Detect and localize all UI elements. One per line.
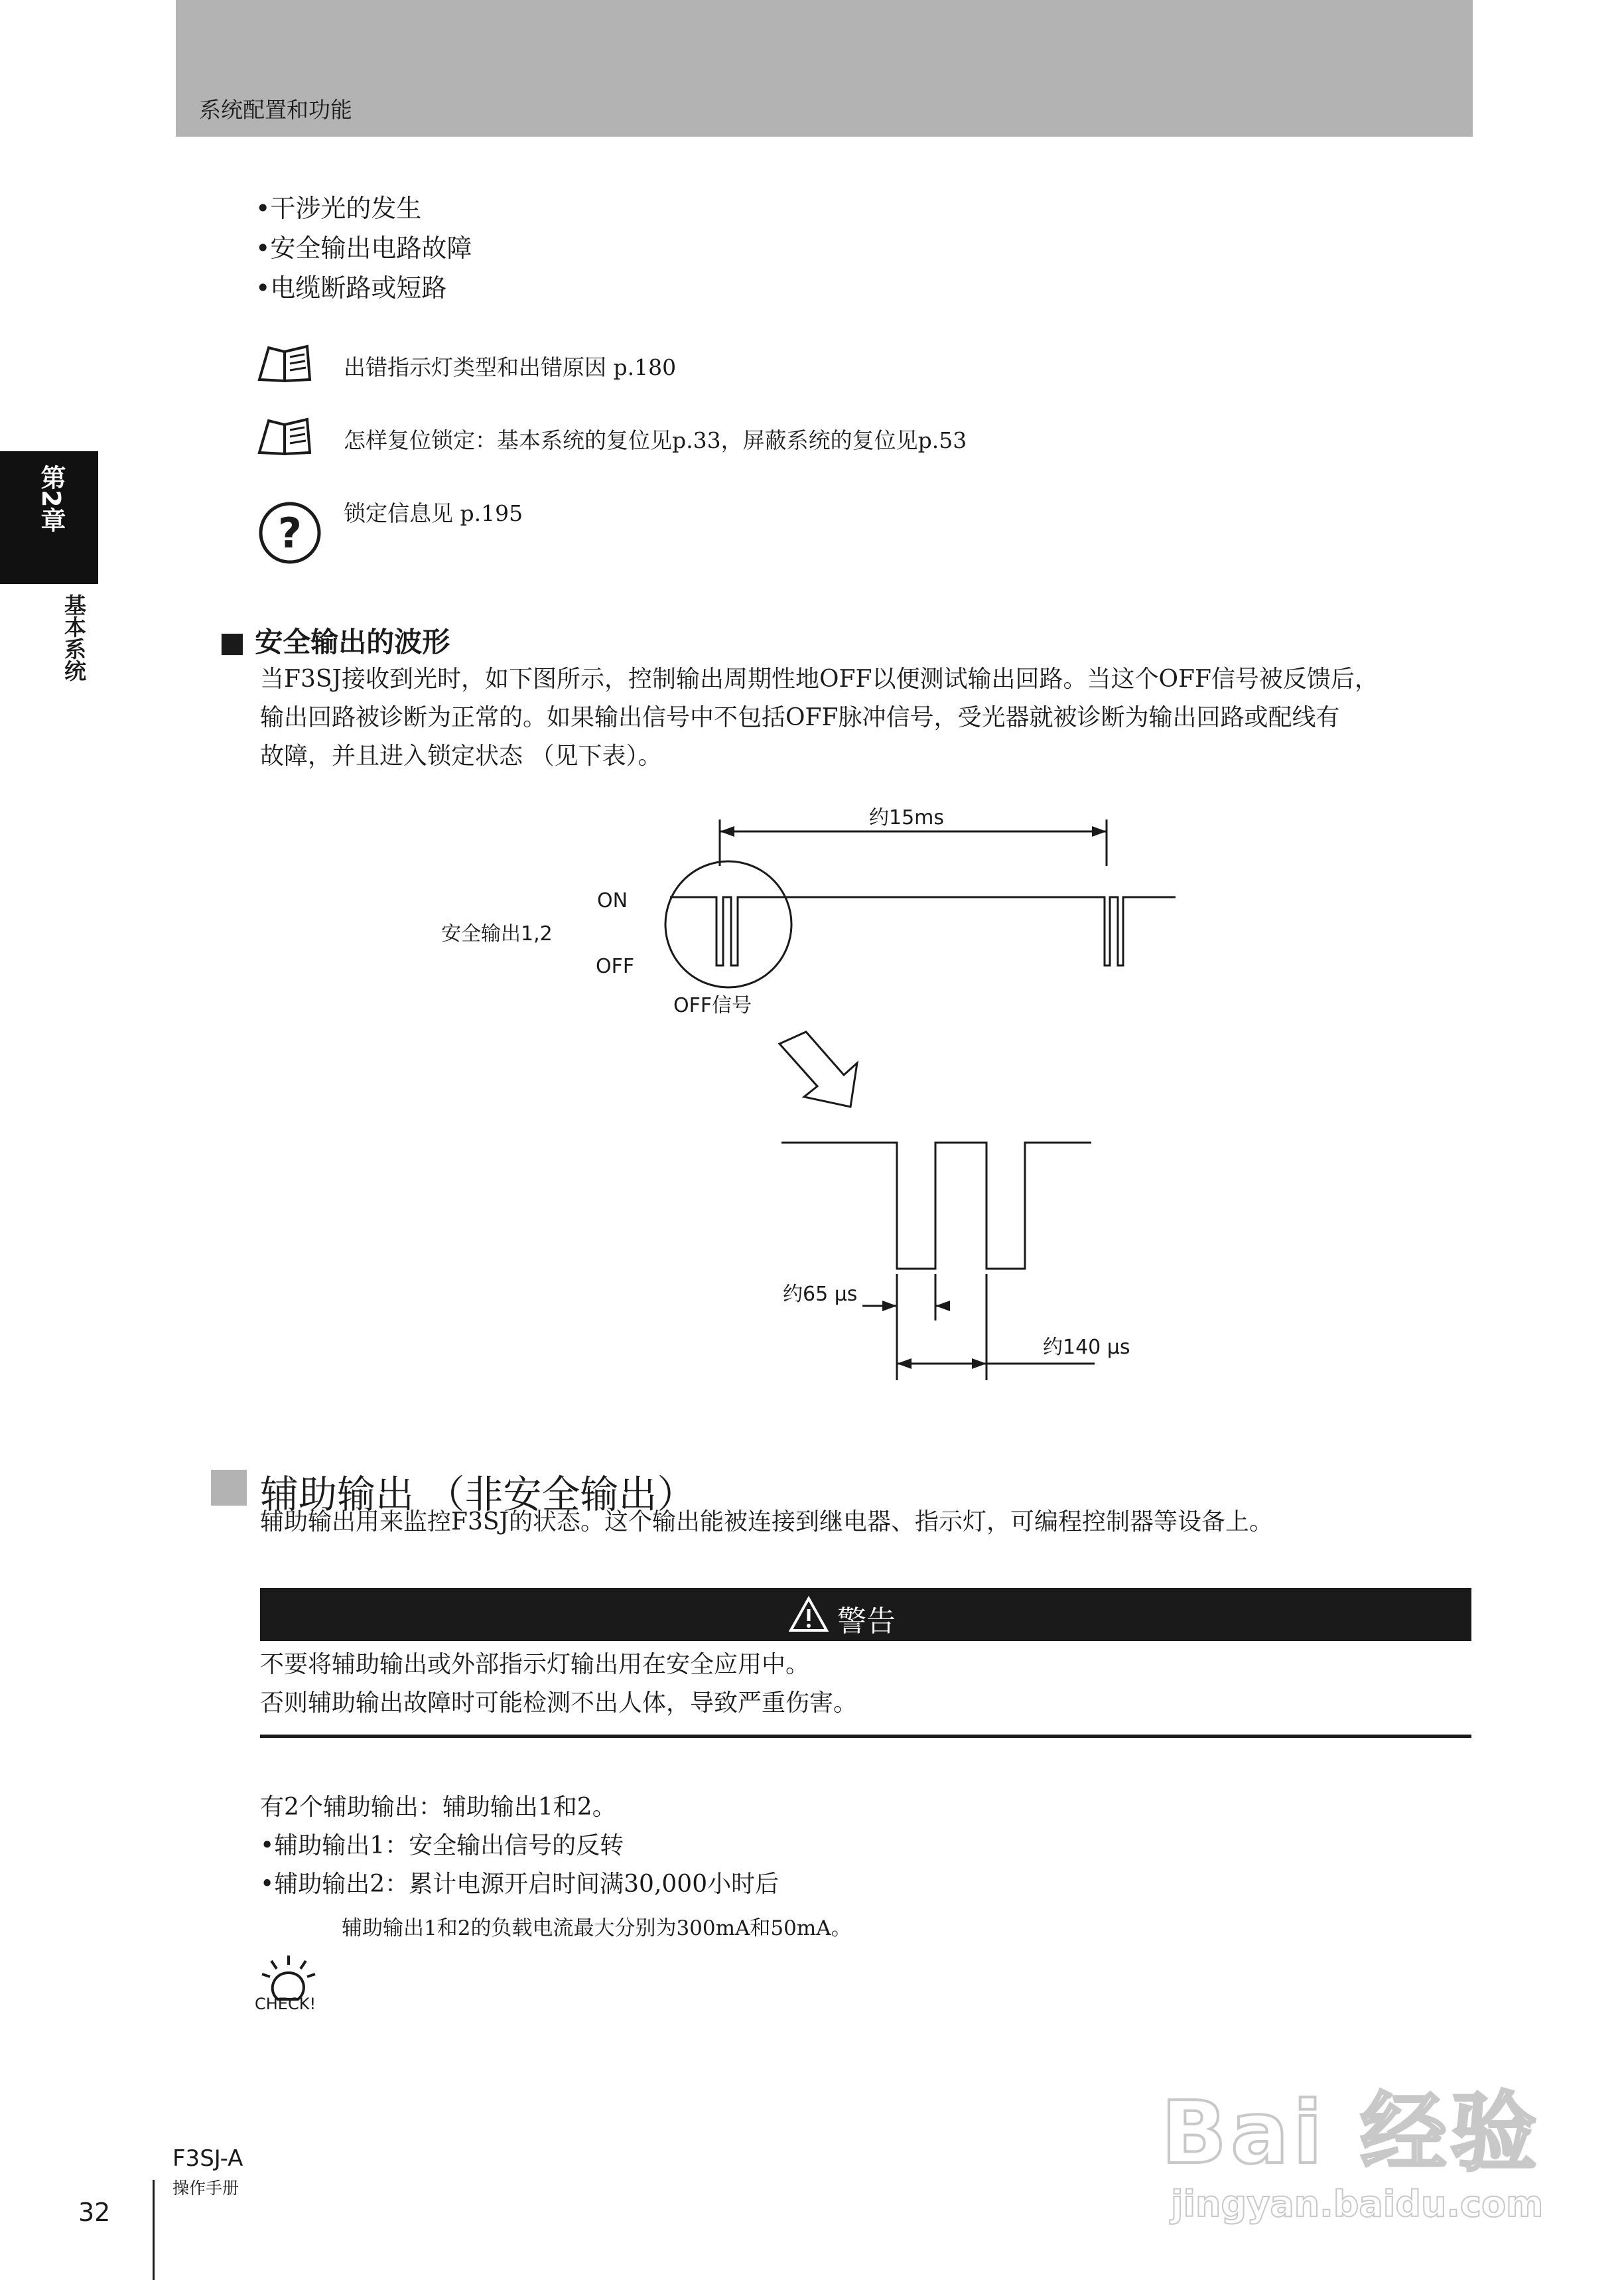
bullet-item: •安全输出电路故障 xyxy=(255,234,472,263)
page-number: 32 xyxy=(78,2198,111,2227)
reference-link[interactable]: 出错指示灯类型和出错原因 p.180 xyxy=(344,354,677,380)
paragraph-line: 当F3SJ接收到光时，如下图所示，控制输出周期性地OFF以便测试输出回路。当这个OFF信号被反馈后， xyxy=(260,666,1379,693)
warning-label: 警告 xyxy=(837,1604,896,1638)
check-note: 辅助输出1和2的负载电流最大分别为300mA和50mA。 xyxy=(342,1916,852,1940)
footer-divider xyxy=(153,2180,155,2280)
period-label: 约15ms xyxy=(869,806,945,829)
aux-list-item: •辅助输出2：累计电源开启时间满30,000小时后 xyxy=(260,1871,779,1898)
warning-divider xyxy=(260,1735,1471,1738)
warning-line: 不要将辅助输出或外部指示灯输出用在安全应用中。 xyxy=(260,1651,810,1678)
signal-label: 安全输出1,2 xyxy=(441,922,553,946)
warning-banner xyxy=(260,1588,1471,1641)
chapter-subtitle: 基本系统 xyxy=(61,594,87,681)
bullet-item: •电缆断路或短路 xyxy=(255,273,447,303)
paragraph-line: 故障，并且进入锁定状态 （见下表）。 xyxy=(260,743,662,770)
svg-text:?: ? xyxy=(278,509,302,557)
section-heading: ■ 安全输出的波形 xyxy=(219,626,450,658)
bullet-item: •干涉光的发生 xyxy=(255,194,422,223)
manual-label: 操作手册 xyxy=(172,2178,239,2198)
reference-link[interactable]: 怎样复位锁定：基本系统的复位见p.33，屏蔽系统的复位见p.53 xyxy=(344,427,967,453)
product-name: F3SJ-A xyxy=(172,2145,243,2172)
section-title-aux: 辅助输出 （非安全输出） xyxy=(260,1472,696,1517)
aux-intro: 辅助输出用来监控F3SJ的状态。这个输出能被连接到继电器、指示灯，可编程控制器等设备上。 xyxy=(260,1508,1273,1535)
check-label: CHECK! xyxy=(255,1995,316,2013)
on-label: ON xyxy=(597,889,628,912)
aux-list-intro: 有2个辅助输出：辅助输出1和2。 xyxy=(260,1794,616,1821)
watermark-url: jingyan.baidu.com xyxy=(1171,2183,1544,2225)
off-label: OFF xyxy=(596,955,635,978)
section-marker xyxy=(211,1470,247,1506)
aux-list-item: •辅助输出1：安全输出信号的反转 xyxy=(260,1832,624,1859)
pulse-gap-label: 约140 μs xyxy=(1043,1336,1130,1359)
pulse-width-label: 约65 μs xyxy=(783,1283,858,1306)
section-title: 系统配置和功能 xyxy=(199,97,352,123)
warning-line: 否则辅助输出故障时可能检测不出人体，导致严重伤害。 xyxy=(260,1689,858,1717)
off-signal-label: OFF信号 xyxy=(673,994,752,1017)
warning-icon xyxy=(789,1596,829,1633)
chapter-tab: 第2章 xyxy=(0,451,98,584)
watermark-logo: Bai 经验 xyxy=(1161,2082,1541,2183)
reference-link[interactable]: 锁定信息见 p.195 xyxy=(344,500,523,526)
paragraph-line: 输出回路被诊断为正常的。如果输出信号中不包括OFF脉冲信号，受光器就被诊断为输出回路或配线有 xyxy=(260,704,1340,731)
